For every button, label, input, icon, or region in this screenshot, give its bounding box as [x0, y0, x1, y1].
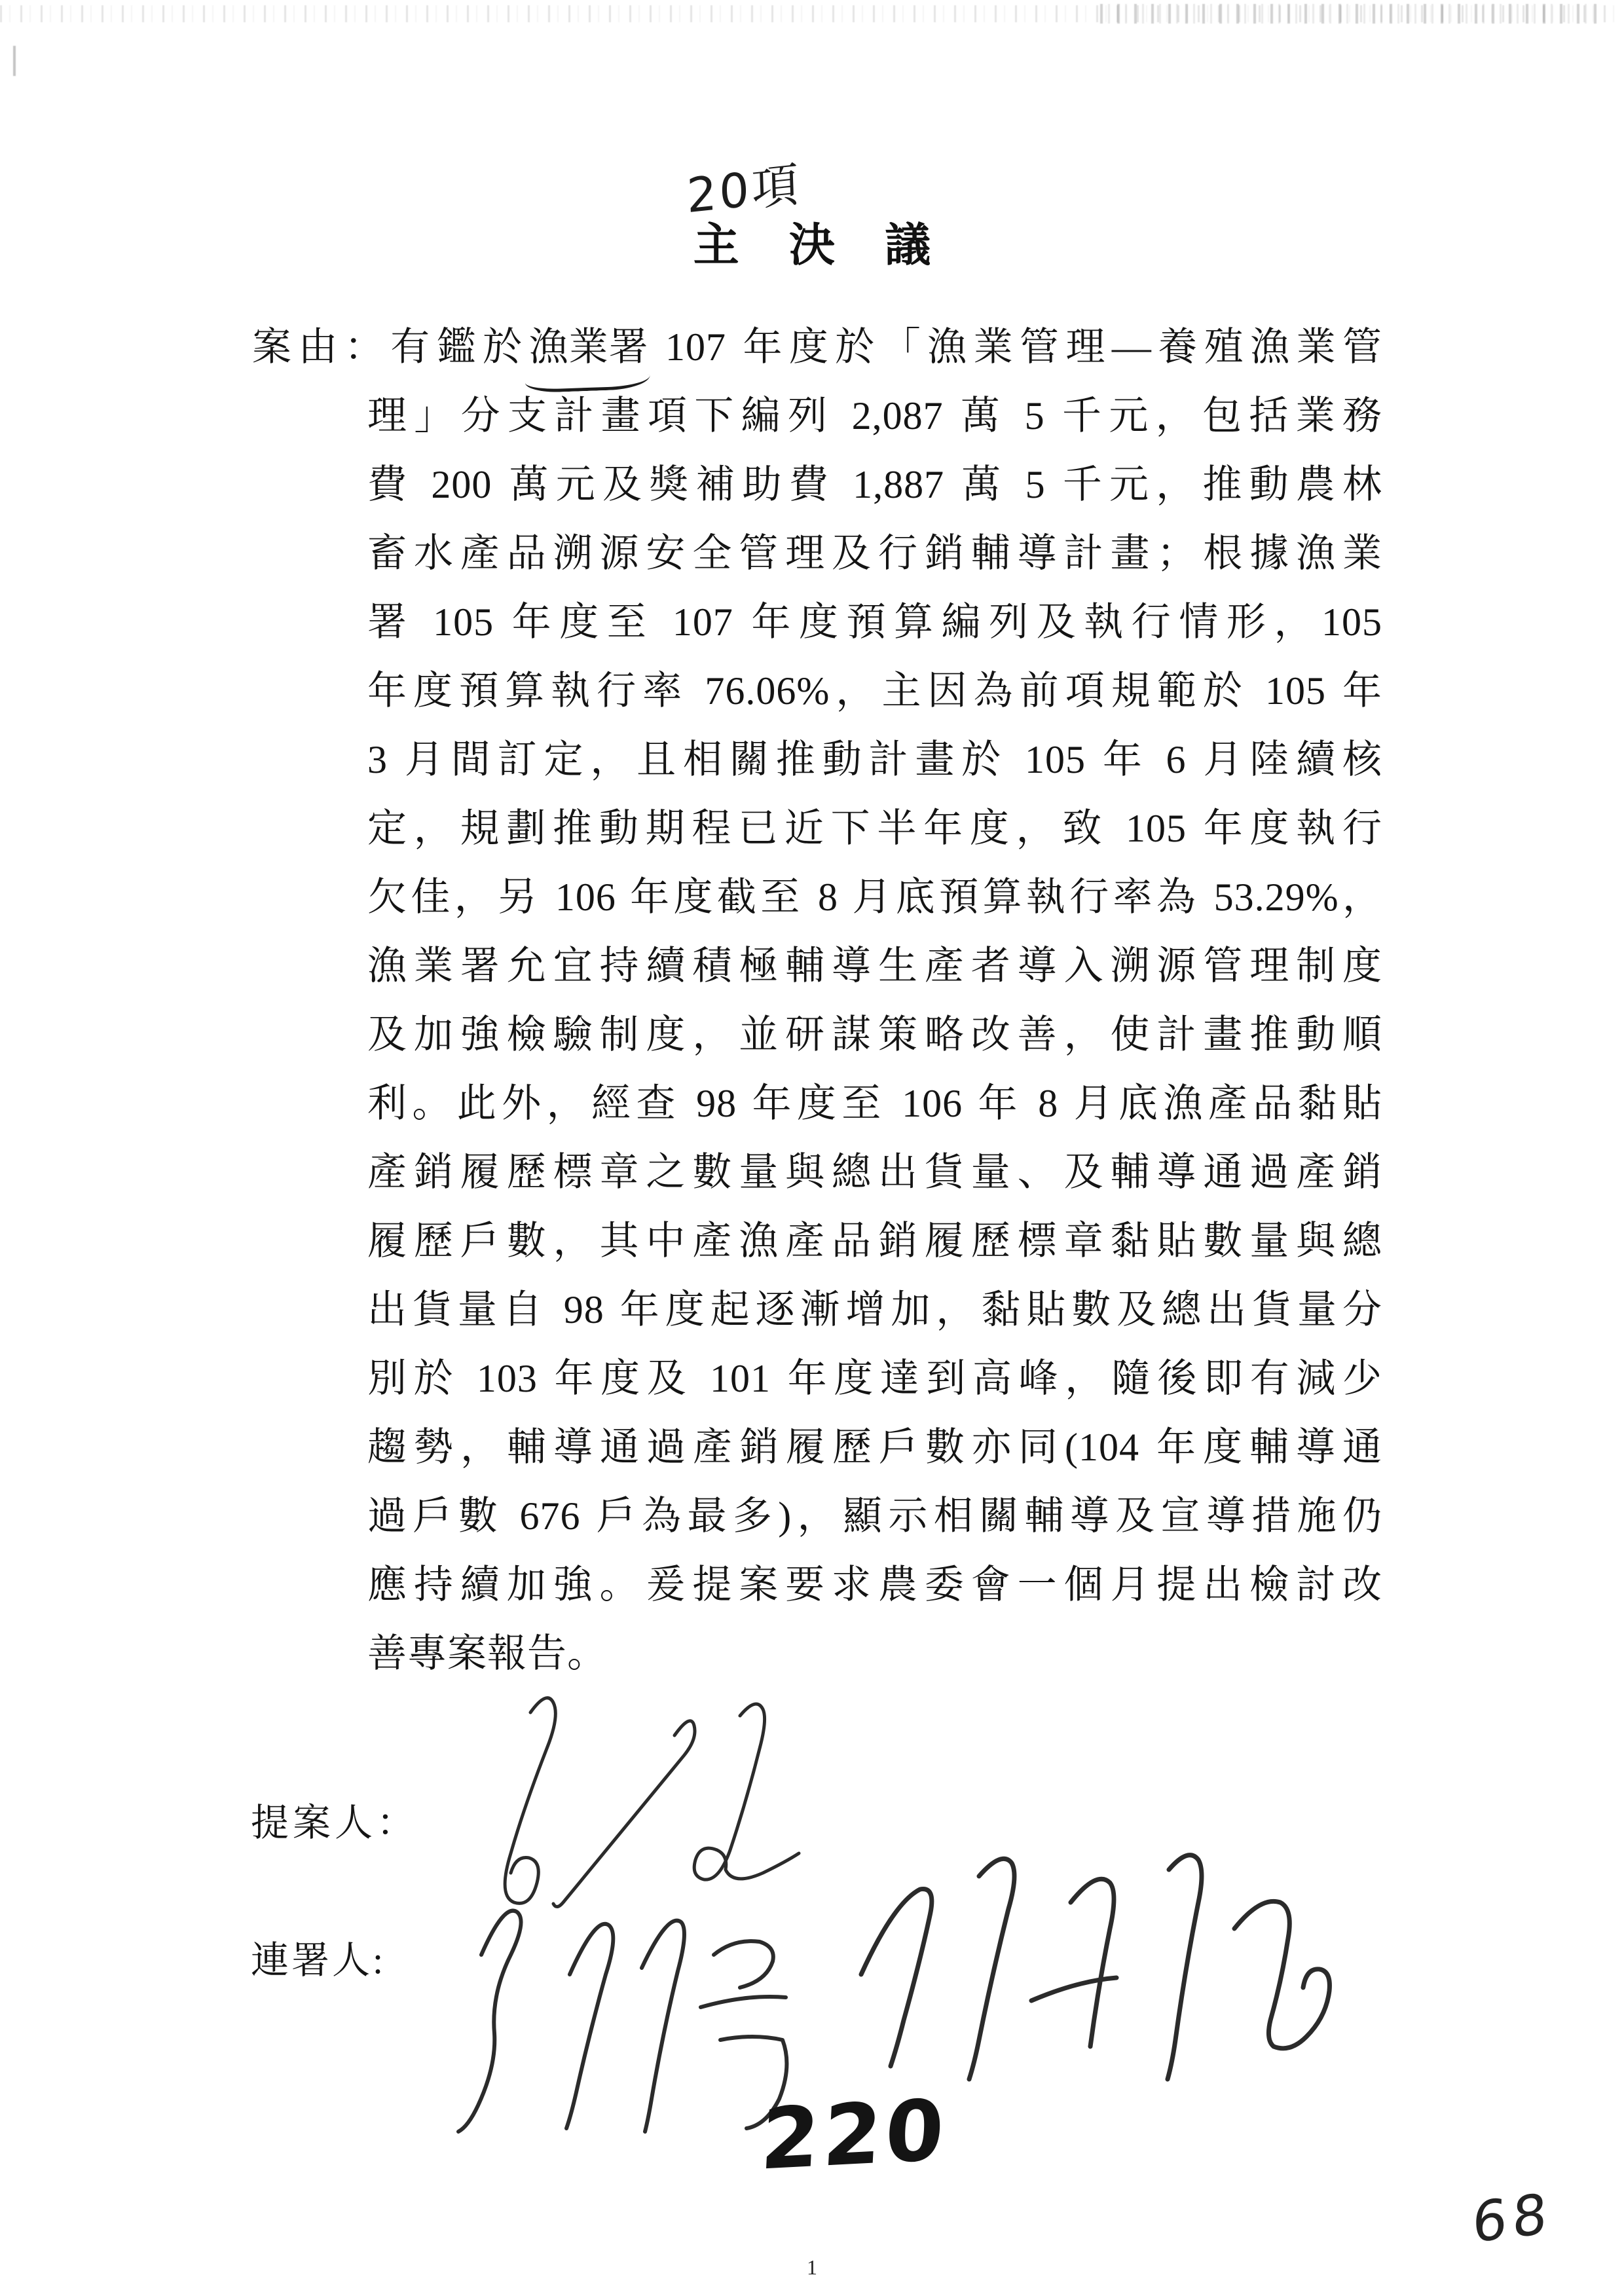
resolution-line: 過戶數 676 戶為最多)，顯示相關輔導及宣導措施仍 [367, 1494, 1382, 1538]
resolution-line: 3 月間訂定，且相關推動計畫於 105 年 6 月陸續核 [367, 738, 1382, 781]
resolution-line-1-post: 107 年度於「漁業管理—養殖漁業管 [648, 325, 1383, 369]
resolution-line: 畜水產品溯源安全管理及行銷輔導計畫；根據漁業 [367, 532, 1382, 575]
scan-noise-band-right [1100, 4, 1598, 24]
handwritten-item-count: 20項 [686, 156, 802, 224]
resolution-line: 署 105 年度至 107 年度預算編列及執行情形，105 [367, 601, 1382, 644]
case-label: 案由： [252, 325, 391, 369]
resolution-line: 漁業署允宜持續積極輔導生產者導入溯源管理制度 [367, 944, 1382, 988]
resolution-body [252, 313, 1382, 1688]
proposer-label: 提案人： [251, 1802, 419, 1844]
resolution-line [252, 313, 1382, 382]
resolution-line: 趨勢，輔導通過產銷履歷戶數亦同(104 年度輔導通 [367, 1426, 1382, 1469]
handwritten-page-stamp: 220 [758, 2081, 950, 2189]
resolution-line: 費 200 萬元及獎補助費 1,887 萬 5 千元，推動農林 [367, 463, 1382, 506]
resolution-line: 履歷戶數，其中產漁產品銷履歷標章黏貼數量與總 [367, 1219, 1382, 1263]
resolution-line: 別於 103 年度及 101 年度達到高峰，隨後即有減少 [367, 1357, 1382, 1400]
cosigner-signature-2 [815, 1824, 1365, 2099]
resolution-line: 利。此外，經查 98 年度至 106 年 8 月底漁產品黏貼 [367, 1082, 1382, 1125]
resolution-line: 應持續加強。爰提案要求農委會一個月提出檢討改 [367, 1563, 1382, 1606]
scan-artifact [13, 46, 16, 76]
resolution-line: 年度預算執行率 76.06%，主因為前項規範於 105 年 [367, 669, 1382, 713]
resolution-line: 及加強檢驗制度，並研謀策略改善，使計畫推動順 [367, 1013, 1382, 1056]
resolution-line: 出貨量自 98 年度起逐漸增加，黏貼數及總出貨量分 [367, 1288, 1382, 1331]
document-title: 主 決 議 [693, 221, 950, 271]
resolution-line: 理」分支計畫項下編列 2,087 萬 5 千元，包括業務 [367, 394, 1382, 437]
resolution-line: 產銷履歷標章之數量與總出貨量、及輔導通過產銷 [367, 1151, 1382, 1194]
handwritten-corner-number: 68 [1471, 2181, 1553, 2255]
cosigner-label: 連署人: [251, 1939, 386, 1982]
page-number: 1 [807, 2255, 817, 2279]
resolution-line-1-pre: 有鑑於 [390, 325, 529, 369]
resolution-line: 定，規劃推動期程已近下半年度，致 105 年度執行 [367, 807, 1382, 850]
resolution-line: 善專案報告。 [367, 1632, 607, 1675]
underlined-agency-name: 漁業署 [529, 313, 649, 382]
resolution-line: 欠佳，另 106 年度截至 8 月底預算執行率為 53.29%， [367, 876, 1382, 919]
